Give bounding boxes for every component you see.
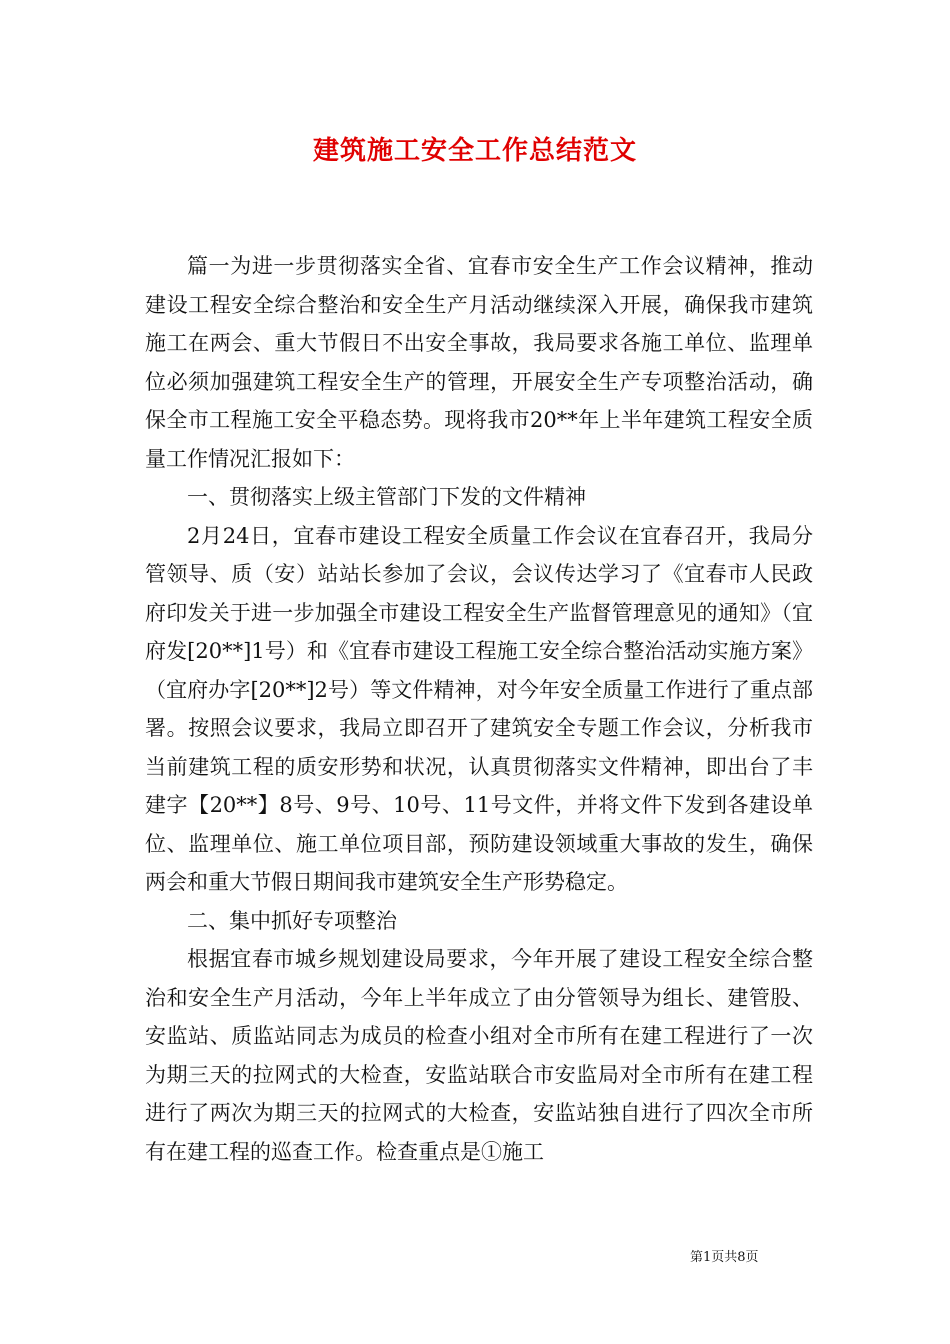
paragraph: 根据宜春市城乡规划建设局要求，今年开展了建设工程安全综合整治和安全生产月活动，今年上半年成立了由分管领导为组长、建管股、安监站、质监站同志为成员的检查小组对全市所有在建工程进行了一次为期三天的拉网式的大检查，安监站联合市安监局对全市所有在建工程进行了两次为期三天的拉网式的大检查，安监站独自进行了四次全市所有在建工程的巡查工作。检查重点是①施工	[145, 947, 813, 1164]
document-title: 建筑施工安全工作总结范文	[312, 136, 637, 166]
paragraph: 2月24日，宜春市建设工程安全质量工作会议在宜春召开，我局分管领导、质（安）站站长参加了会议，会议传达学习了《宜春市人民政府印发关于进一步加强全市建设工程安全生产监督管理意见的通知》（宜府发[20**]1号）和《宜春市建设工程施工安全综合整治活动实施方案》（宜府办字[20**]2号）等文件精神，对今年安全质量工作进行了重点部署。按照会议要求，我局立即召开了建筑安全专题工作会议，分析我市当前建筑工程的质安形势和状况，认真贯彻落实文件精神，即出台了丰建字【20**】8号、9号、10号、11号文件，并将文件下发到各建设单位、监理单位、施工单位项目部，预防建设领域重大事故的发生，确保两会和重大节假日期间我市建筑安全生产形势稳定。	[145, 523, 813, 894]
page-number: 第1页共8页	[690, 1250, 759, 1265]
section-heading: 二、集中抓好专项整治	[187, 908, 397, 933]
document-body	[145, 247, 813, 1171]
paragraph: 篇一为进一步贯彻落实全省、宜春市安全生产工作会议精神，推动建设工程安全综合整治和安全生产月活动继续深入开展，确保我市建筑施工在两会、重大节假日不出安全事故，我局要求各施工单位、监理单位必须加强建筑工程安全生产的管理，开展安全生产专项整治活动，确保全市工程施工安全平稳态势。现将我市20**年上半年建筑工程安全质量工作情况汇报如下：	[145, 254, 813, 471]
section-heading: 一、贯彻落实上级主管部门下发的文件精神	[187, 485, 586, 509]
